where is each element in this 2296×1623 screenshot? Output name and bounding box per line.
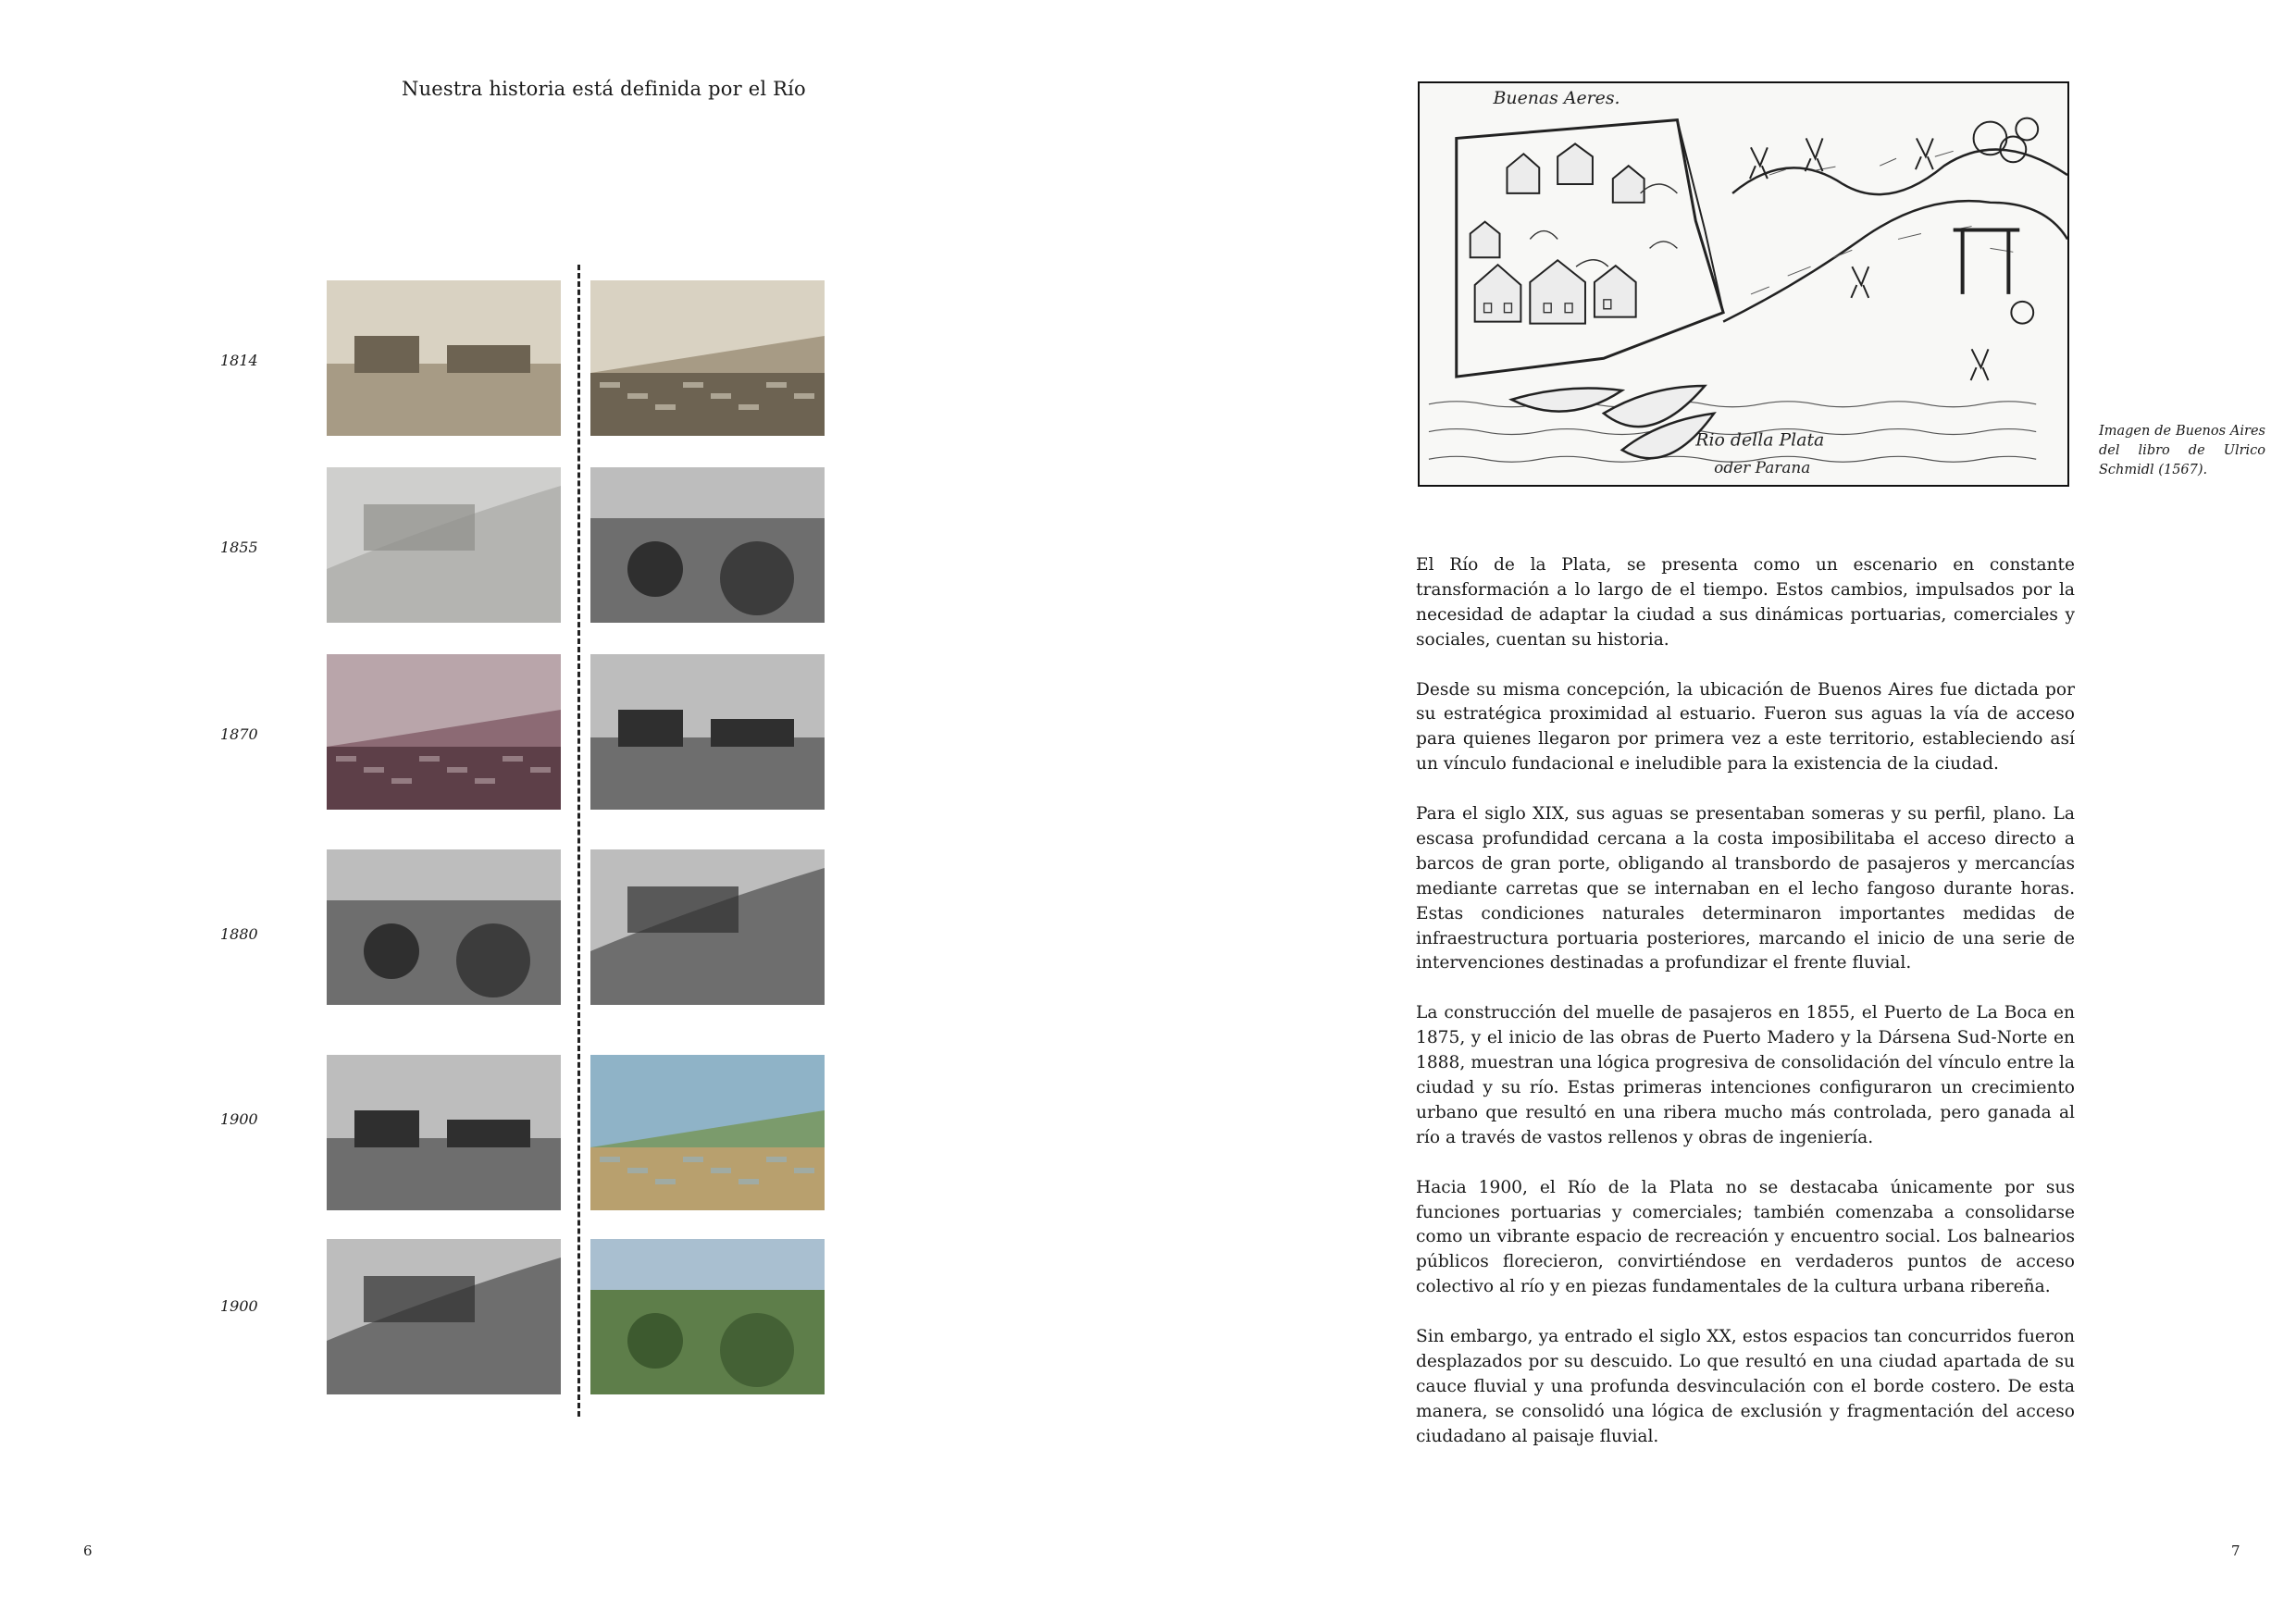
- reclaimed-land-aerial-color-photo: [590, 1055, 825, 1210]
- port-ships-aerial-photo: [327, 849, 561, 1005]
- port-works-aerial-photo: [590, 654, 825, 810]
- buenos-aires-engraving-image: [1418, 81, 2069, 487]
- page-heading: Nuestra historia está definida por el Río: [402, 78, 806, 100]
- page-number-left: 6: [83, 1542, 93, 1559]
- timeline-year: 1814: [220, 352, 258, 369]
- paragraph-1: El Río de la Plata, se presenta como un escenario en constante transformación a lo largo de el tiempo. Estos cambios, impulsados por la necesidad de adaptar la ciudad a sus dinámicas portuarias, comerciales y sociales, cuentan su historia.: [1416, 555, 2075, 650]
- wetland-reserve-color-photo: [590, 1239, 825, 1394]
- engraving-label-city: Buenas Aeres.: [1493, 88, 1620, 108]
- timeline-year: 1880: [220, 925, 258, 943]
- public-beach-bathers-photo: [327, 1239, 561, 1394]
- page-number-right: 7: [2231, 1542, 2240, 1559]
- pier-pavilions-photo: [590, 280, 825, 436]
- engraving-label-river: Rio della Plata: [1695, 430, 1825, 451]
- historic-coastline-map: [327, 467, 561, 623]
- engraving-caption: Imagen de Buenos Aires del libro de Ulrico Schmidl (1567).: [2099, 424, 2265, 477]
- timeline-year: 1900: [220, 1297, 258, 1315]
- breakwater-seascape-photo: [327, 1055, 561, 1210]
- engraving-label-river-alt: oder Parana: [1714, 458, 1811, 477]
- paragraph-5: Hacia 1900, el Río de la Plata no se destacaba únicamente por sus funciones portuarias y comerciales; también comenzaba a consolidarse como un vibrante espacio de recreación y encuentro social. Los balnearios públicos florecieron, convirtiéndose en verdaderos puntos de acceso colectivo al río y en piezas fundamentales de la cultura urbana ribereña.: [1416, 1177, 2075, 1297]
- body-text: [1416, 553, 2075, 1474]
- paragraph-6: Sin embargo, ya entrado el siglo XX, estos espacios tan concurridos fueron desplazados por su descuido. Lo que resultó en una ciudad apartada de su cauce fluvial y una profunda desvinculación con el borde costero. De esta manera, se consolidó una lógica de exclusión y fragmentación del acceso ciudadano al paisaje fluvial.: [1416, 1327, 2075, 1446]
- timeline-year: 1855: [220, 539, 258, 556]
- timeline-year: 1870: [220, 725, 258, 743]
- timeline-year: 1900: [220, 1110, 258, 1128]
- right-page: [1148, 0, 2296, 1623]
- timeline-dashed-divider: [577, 265, 580, 1417]
- paragraph-3: Para el siglo XIX, sus aguas se presentaban someras y su perfil, plano. La escasa profundidad cercana a la costa imposibilitaba el acceso directo a barcos de gran porte, obligando al transbordo de pasajeros y mercancías mediante carretas que se internaban en el lecho fangoso durante horas. Estas condiciones naturales determinaron importantes medidas de infraestructura portuaria posteriores, marcando el inicio de una serie de intervenciones destinadas a profundizar el frente fluvial.: [1416, 804, 2075, 973]
- paragraph-4: La construcción del muelle de pasajeros en 1855, el Puerto de La Boca en 1875, y el inicio de las obras de Puerto Madero y la Dársena Sud-Norte en 1888, muestran una lógica progresiva de consolidación del vínculo entre la ciudad y su río. Estas primeras intenciones configuraron un crecimiento urbano que resultó en una ribera mucho más controlada, pero ganada al río a través de vastos rellenos y obras de ingeniería.: [1416, 1003, 2075, 1147]
- dock-construction-crane-photo: [590, 849, 825, 1005]
- customs-building-on-water-photo: [590, 467, 825, 623]
- horse-carts-in-shallow-river-photo: [327, 280, 561, 436]
- harbor-dock-color-tinted-photo: [327, 654, 561, 810]
- paragraph-2: Desde su misma concepción, la ubicación de Buenos Aires fue dictada por su estratégica proximidad al estuario. Fueron sus aguas la vía de acceso para quienes llegaron por primera vez a este territorio, estableciendo así un vínculo fundacional e ineludible para la existencia de la ciudad.: [1416, 679, 2075, 774]
